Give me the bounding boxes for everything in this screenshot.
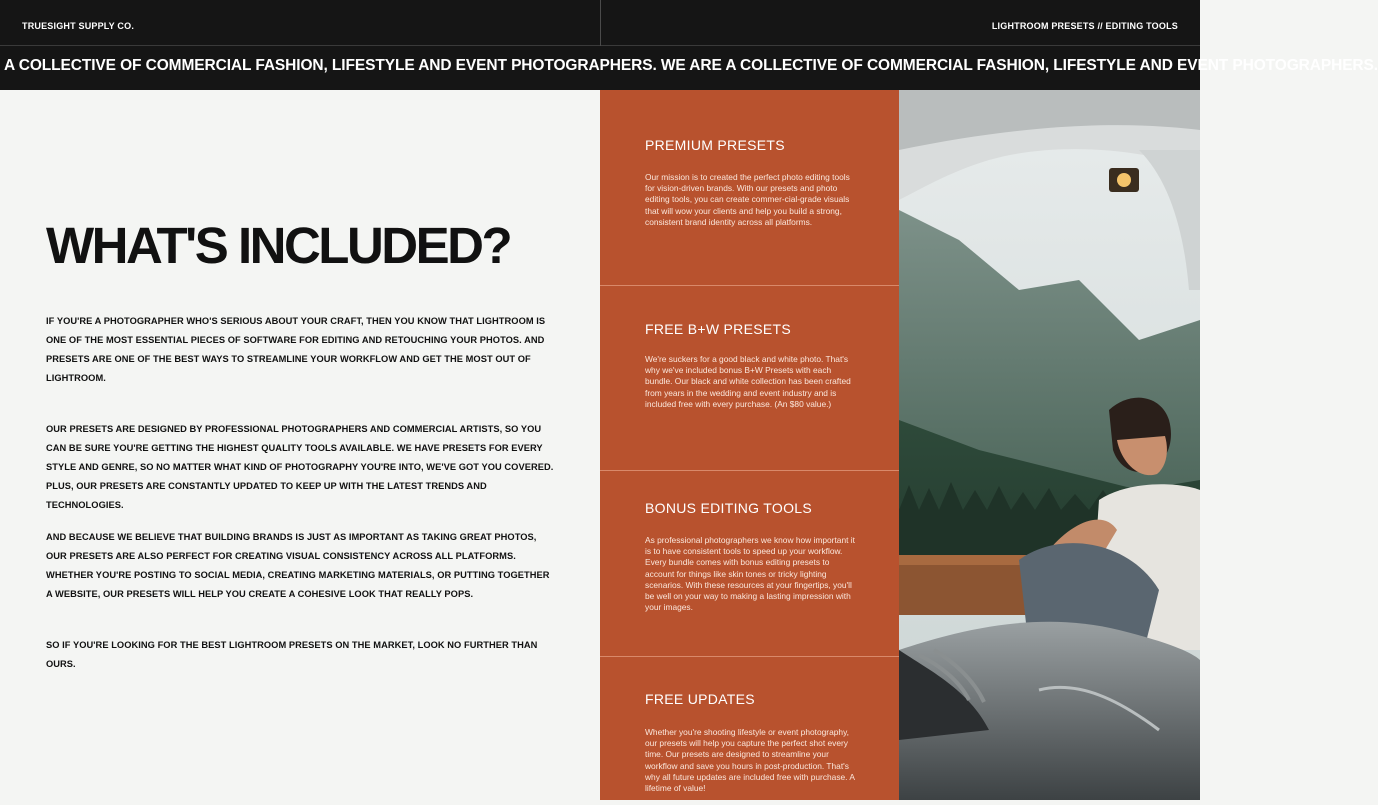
feature-title: FREE UPDATES [645, 691, 755, 707]
top-bar-divider [600, 0, 601, 46]
feature-free-updates [600, 656, 899, 800]
feature-free-bw-presets [600, 285, 899, 470]
header-right-label: LIGHTROOM PRESETS // EDITING TOOLS [991, 21, 1178, 31]
marquee-text: A COLLECTIVE OF COMMERCIAL FASHION, LIFESTYLE AND EVENT PHOTOGRAPHERS. WE ARE A COLLECTIVE OF COMMERCIAL FASHION, LIFESTYLE AND EVENT PHOTOGRAPHERS. [4, 57, 1378, 74]
intro-paragraph: OUR PRESETS ARE DESIGNED BY PROFESSIONAL PHOTOGRAPHERS AND COMMERCIAL ARTISTS, SO YOU CAN BE SURE YOU'RE GETTING THE HIGHEST QUALITY TOOLS AVAILABLE. WE HAVE PRESETS FOR EVERY STYLE AND GENRE, SO NO MATTER WHAT KIND OF PHOTOGRAPHY YOU'RE INTO, WE'VE GOT YOU COVERED. PLUS, OUR PRESETS ARE CONSTANTLY UPDATED TO KEEP UP WITH THE LATEST TRENDS AND TECHNOLOGIES. [46, 424, 554, 510]
intro-paragraph: IF YOU'RE A PHOTOGRAPHER WHO'S SERIOUS ABOUT YOUR CRAFT, THEN YOU KNOW THAT LIGHTROOM IS ONE OF THE MOST ESSENTIAL PIECES OF SOFTWARE FOR EDITING AND RETOUCHING YOUR PHOTOS. AND PRESETS ARE ONE OF THE BEST WAYS TO STREAMLINE YOUR WORKFLOW AND GET THE MOST OUT OF LIGHTROOM. [46, 316, 546, 383]
feature-description: Whether you're shooting lifestyle or event photography, our presets will help you capture the perfect shot every time. Our presets are designed to streamline your workflow and save you hours in post-production. That's why all future updates are included free with purchase. A lifetime of value! [645, 727, 855, 794]
brand-name: TRUESIGHT SUPPLY CO. [22, 21, 135, 31]
feature-title: FREE B+W PRESETS [645, 321, 791, 337]
feature-title: PREMIUM PRESETS [645, 137, 785, 153]
lifestyle-photo [899, 90, 1200, 800]
top-bar [0, 0, 1200, 46]
feature-bonus-editing-tools [600, 470, 899, 656]
photo-illustration [899, 90, 1200, 800]
intro-paragraph: SO IF YOU'RE LOOKING FOR THE BEST LIGHTROOM PRESETS ON THE MARKET, LOOK NO FURTHER THAN OURS. [46, 640, 538, 669]
feature-premium-presets [600, 90, 899, 285]
features-panel [600, 90, 899, 800]
intro-section [0, 90, 600, 800]
feature-description: Our mission is to created the perfect photo editing tools for vision-driven brands. With our presets and photo editing tools, you can create commer-cial-grade visuals that will wow your clients and help you build a strong, consistent brand identity across all platforms. [645, 172, 850, 227]
feature-description: As professional photographers we know how important it is to have consistent tools to speed up your workflow. Every bundle comes with bonus editing presets to account for things like skin tones or tricky lighting scenarios. With these resources at your fingertips, you'll be well on your way to making a lasting impression with your images. [645, 535, 855, 613]
feature-title: BONUS EDITING TOOLS [645, 500, 812, 516]
marquee-banner [0, 46, 1378, 90]
feature-description: We're suckers for a good black and white photo. That's why we've included bonus B+W Presets with each bundle. Our black and white collection has been crafted from years in the wedding and event industry and is included free with every purchase. (An $80 value.) [645, 354, 851, 409]
intro-paragraph: AND BECAUSE WE BELIEVE THAT BUILDING BRANDS IS JUST AS IMPORTANT AS TAKING GREAT PHOTOS, OUR PRESETS ARE ALSO PERFECT FOR CREATING VISUAL CONSISTENCY ACROSS ALL PLATFORMS. WHETHER YOU'RE POSTING TO SOCIAL MEDIA, CREATING MARKETING MATERIALS, OR PUTTING TOGETHER A WEBSITE, OUR PRESETS WILL HELP YOU CREATE A COHESIVE LOOK THAT REALLY POPS. [46, 532, 550, 599]
page-title: WHAT'S INCLUDED? [46, 217, 511, 274]
